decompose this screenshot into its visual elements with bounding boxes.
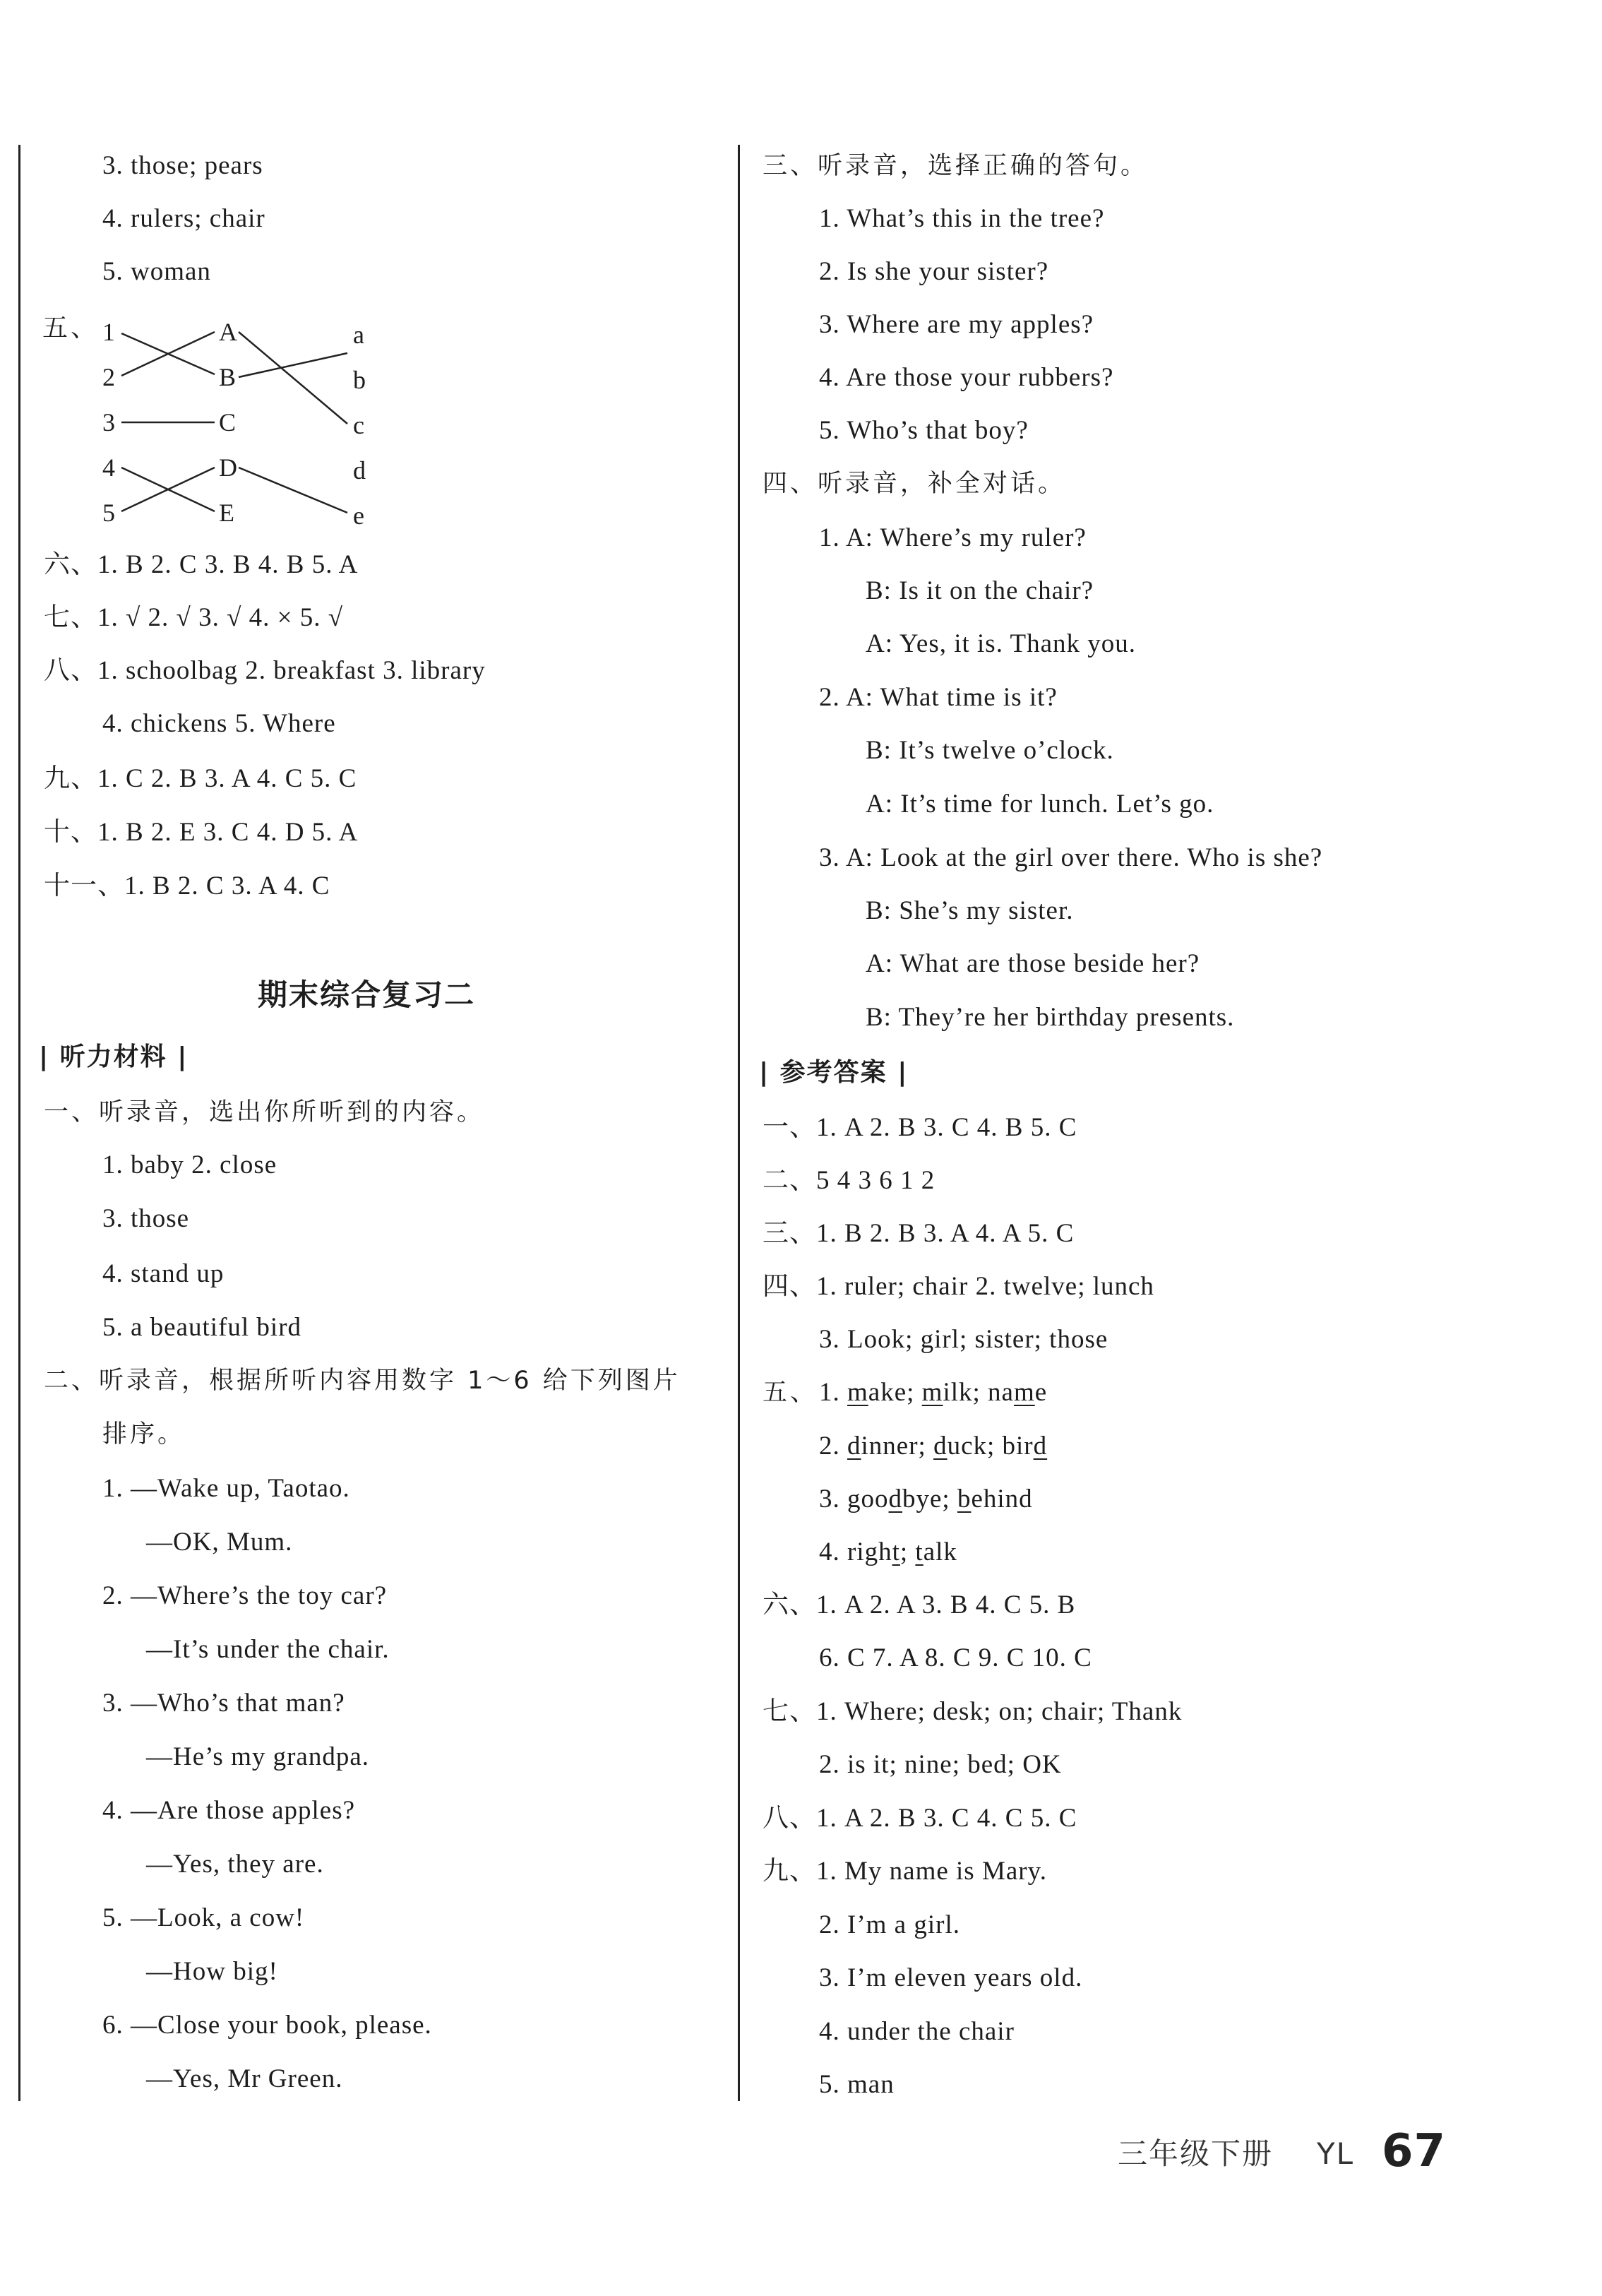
- q1-item-4: 4. stand up: [102, 1259, 225, 1288]
- q2-dialog-3a: 3. —Who’s that man?: [102, 1689, 345, 1718]
- q2-dialog-1b: —OK, Mum.: [146, 1528, 293, 1557]
- q3-item-5: 5. Who’s that boy?: [819, 416, 1029, 445]
- answer-7: 七、1. √ 2. √ 3. √ 4. × 5. √: [44, 603, 344, 632]
- match-section-label: 五、: [42, 314, 100, 342]
- q3-title: 三、听录音，选择正确的答句。: [763, 152, 1149, 180]
- ans-8: 八、1. A 2. B 3. C 4. C 5. C: [763, 1804, 1077, 1833]
- footer-grade: 三年级下册: [1118, 2136, 1274, 2171]
- ans-6-line1: 六、1. A 2. A 3. B 4. C 5. B: [763, 1590, 1076, 1619]
- ans-5-label: 五、: [763, 1379, 818, 1407]
- ans-7-line2: 2. is it; nine; bed; OK: [819, 1750, 1062, 1779]
- answer-8-line2: 4. chickens 5. Where: [102, 709, 336, 738]
- answer-9: 九、1. C 2. B 3. A 4. C 5. C: [44, 764, 357, 793]
- q1-item-1: 1. baby 2. close: [102, 1150, 277, 1179]
- ans-9-line1: 九、1. My name is Mary.: [763, 1857, 1047, 1886]
- q3-item-2: 2. Is she your sister?: [819, 257, 1049, 286]
- q4-line-5: B: It’s twelve o’clock.: [866, 736, 1114, 765]
- q4-line-6: A: It’s time for lunch. Let’s go.: [866, 790, 1214, 819]
- q2-dialog-5a: 5. —Look, a cow!: [102, 1903, 305, 1932]
- q2-dialog-4a: 4. —Are those apples?: [102, 1796, 356, 1825]
- q3-item-3: 3. Where are my apples?: [819, 310, 1094, 339]
- ans-1: 一、1. A 2. B 3. C 4. B 5. C: [763, 1113, 1077, 1142]
- q3-item-1: 1. What’s this in the tree?: [819, 204, 1105, 233]
- ans-2: 二、5 4 3 6 1 2: [763, 1166, 936, 1195]
- match-low-d: d: [353, 456, 366, 484]
- match-num-2: 2: [102, 363, 115, 391]
- q4-line-10: B: They’re her birthday presents.: [866, 1003, 1235, 1032]
- answer-11: 十一、1. B 2. C 3. A 4. C: [44, 872, 330, 900]
- ans-4-line2: 3. Look; girl; sister; those: [819, 1325, 1108, 1354]
- q2-dialog-2a: 2. —Where’s the toy car?: [102, 1581, 388, 1610]
- q2-dialog-6a: 6. —Close your book, please.: [102, 2011, 432, 2040]
- listening-tag: | 听力材料 |: [39, 1042, 189, 1071]
- page-number: 67: [1382, 2125, 1447, 2177]
- answer-6: 六、1. B 2. C 3. B 4. B 5. A: [44, 550, 359, 579]
- q2-dialog-5b: —How big!: [146, 1957, 278, 1986]
- left-item-3: 3. those; pears: [102, 151, 263, 180]
- matching-diagram: [42, 311, 410, 530]
- q4-line-8: B: She’s my sister.: [866, 896, 1074, 925]
- ans-9-line5: 5. man: [819, 2070, 895, 2099]
- q2-title-line2: 排序。: [102, 1420, 186, 1449]
- match-lines: [42, 311, 410, 530]
- q4-line-7: 3. A: Look at the girl over there. Who is she?: [819, 843, 1323, 872]
- q2-dialog-1a: 1. —Wake up, Taotao.: [102, 1474, 350, 1503]
- match-cap-a: A: [219, 318, 237, 346]
- ans-4-line1: 四、1. ruler; chair 2. twelve; lunch: [763, 1272, 1154, 1301]
- section-title: 期末综合复习二: [258, 977, 476, 1012]
- q2-dialog-3b: —He’s my grandpa.: [146, 1742, 370, 1771]
- q1-item-3: 3. those: [102, 1204, 190, 1233]
- footer-code: YL: [1317, 2136, 1355, 2171]
- match-cap-b: B: [219, 363, 237, 391]
- match-num-5: 5: [102, 499, 115, 527]
- ans-9-line4: 4. under the chair: [819, 2017, 1015, 2046]
- q4-line-9: A: What are those beside her?: [866, 949, 1200, 978]
- q2-dialog-4b: —Yes, they are.: [146, 1850, 324, 1879]
- match-low-c: c: [353, 411, 364, 439]
- left-item-5: 5. woman: [102, 257, 211, 286]
- ans-5-line4: 4. right; talk: [819, 1537, 957, 1566]
- answer-8-line1: 八、1. schoolbag 2. breakfast 3. library: [44, 656, 486, 685]
- match-num-1: 1: [102, 318, 115, 346]
- q2-dialog-2b: —It’s under the chair.: [146, 1635, 390, 1664]
- q4-title: 四、听录音，补全对话。: [763, 470, 1066, 498]
- q4-line-4: 2. A: What time is it?: [819, 683, 1058, 712]
- answer-tag: | 参考答案 |: [759, 1058, 909, 1087]
- left-item-4: 4. rulers; chair: [102, 204, 265, 233]
- q4-line-3: A: Yes, it is. Thank you.: [866, 629, 1137, 658]
- match-cap-c: C: [219, 408, 237, 436]
- ans-5-line2: 2. dinner; duck; bird: [819, 1432, 1048, 1461]
- ans-3: 三、1. B 2. B 3. A 4. A 5. C: [763, 1219, 1075, 1248]
- center-divider-line: [738, 145, 740, 2101]
- q4-line-1: 1. A: Where’s my ruler?: [819, 523, 1087, 552]
- q3-item-4: 4. Are those your rubbers?: [819, 363, 1114, 392]
- q2-title-line1: 二、听录音，根据所听内容用数字 1～6 给下列图片: [44, 1367, 681, 1395]
- line-a-c: [239, 332, 347, 424]
- ans-9-line2: 2. I’m a girl.: [819, 1910, 960, 1939]
- line-b-b: [239, 353, 347, 377]
- left-margin-line: [18, 145, 20, 2101]
- match-low-a: a: [353, 321, 364, 349]
- ans-6-line2: 6. C 7. A 8. C 9. C 10. C: [819, 1643, 1092, 1672]
- match-num-3: 3: [102, 408, 115, 436]
- line-2-a: [121, 332, 215, 376]
- answer-10: 十、1. B 2. E 3. C 4. D 5. A: [44, 818, 359, 847]
- q1-title: 一、听录音，选出你所听到的内容。: [44, 1098, 485, 1126]
- match-num-4: 4: [102, 453, 115, 482]
- ans-9-line3: 3. I’m eleven years old.: [819, 1963, 1083, 1992]
- match-low-e: e: [353, 501, 364, 530]
- q2-dialog-6b: —Yes, Mr Green.: [146, 2064, 343, 2093]
- match-low-b: b: [353, 366, 366, 394]
- match-cap-e: E: [219, 499, 234, 527]
- q4-line-2: B: Is it on the chair?: [866, 576, 1094, 605]
- ans-5-line1: 1. make; milk; name: [819, 1378, 1048, 1407]
- q1-item-5: 5. a beautiful bird: [102, 1313, 302, 1342]
- ans-5-line3: 3. goodbye; behind: [819, 1485, 1033, 1513]
- line-d-e: [239, 468, 347, 513]
- match-cap-d: D: [219, 453, 237, 482]
- ans-7-line1: 七、1. Where; desk; on; chair; Thank: [763, 1697, 1183, 1726]
